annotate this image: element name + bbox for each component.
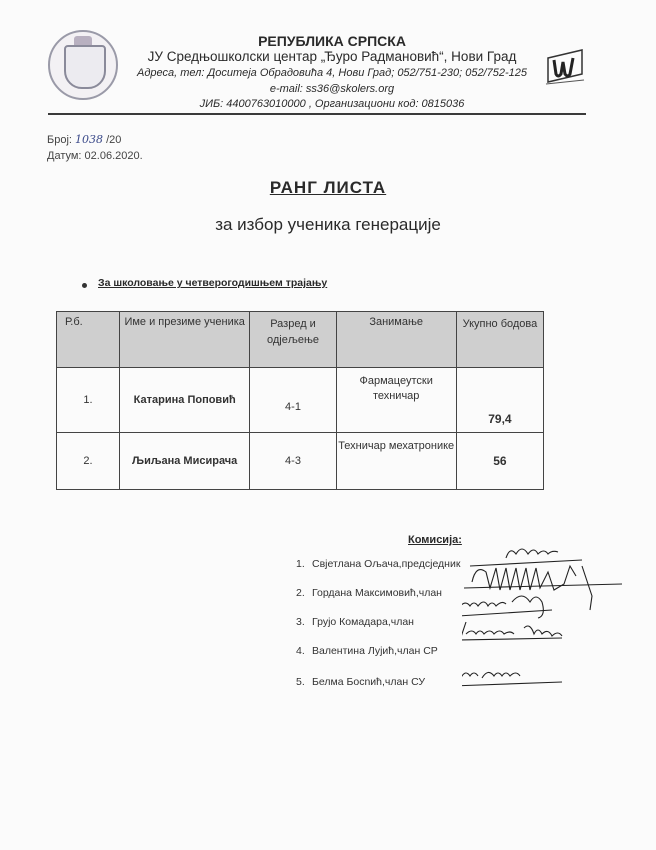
table-header-row: [57, 312, 544, 368]
commission-member: 3. Грујо Комадара,члан: [296, 616, 414, 628]
row-class: 4-3: [250, 433, 336, 490]
page-subtitle: за избор ученика генерације: [215, 215, 441, 234]
school-address: Адреса, тел: Доситеја Обрадовића 4, Нови Град; 052/751-230; 052/752-125: [136, 67, 527, 79]
row-points: 79,4: [456, 368, 543, 433]
commission-title: Комисија:: [408, 534, 462, 546]
table-row: [57, 368, 544, 433]
row-occupation: Техничар мехатронике: [336, 433, 456, 490]
page-title: РАНГ ЛИСТА: [269, 178, 387, 197]
school-logo-icon: [542, 44, 588, 90]
row-rb: 2.: [57, 433, 120, 490]
row-rb: 1.: [57, 368, 120, 433]
table-row: [57, 433, 544, 490]
header-rb: Р.б.: [57, 312, 120, 368]
header-occupation: Занимање: [336, 312, 456, 368]
row-points: 56: [456, 433, 543, 490]
header-points: Укупно бодова: [456, 312, 543, 368]
section-label: За школовање у четверогодишњем трајању: [98, 277, 328, 289]
document-number: Број: 1038 /20: [47, 133, 122, 146]
republic-heading: РЕПУБЛИКА СРПСКА: [258, 33, 406, 49]
school-email: e-mail: ss36@skolers.org: [269, 83, 395, 95]
row-name: Катарина Поповић: [119, 368, 250, 433]
handwritten-number: 1038: [75, 133, 104, 146]
coat-of-arms-seal: [48, 30, 118, 100]
ranking-table: [56, 311, 544, 490]
row-class: 4-1: [250, 368, 336, 433]
commission-member: 5. Белма Босnић,члан СУ: [296, 676, 425, 688]
commission-member: 4. Валентина Лујић,члан СР: [296, 645, 438, 657]
commission-member: 2. Гордана Максимовић,члан: [296, 587, 442, 599]
header-class: Разред и одјељење: [250, 312, 336, 368]
header-name: Име и презиме ученика: [119, 312, 250, 368]
header-divider: [48, 113, 586, 115]
row-name: Љиљана Мисирача: [119, 433, 250, 490]
signatures-image: [462, 536, 632, 696]
bullet-dot: [82, 283, 87, 288]
document-date: Датум: 02.06.2020.: [47, 150, 143, 162]
row-occupation: Фармацеутски техничар: [336, 368, 456, 433]
school-ids: ЈИБ: 4400763010000 , Организациони код: 0815036: [199, 98, 465, 110]
commission-member: 1. Свјетлана Ољача,предсједник: [296, 558, 461, 570]
school-name: ЈУ Средњошколски центар „Ђуро Радмановић“, Нови Град: [147, 49, 517, 64]
